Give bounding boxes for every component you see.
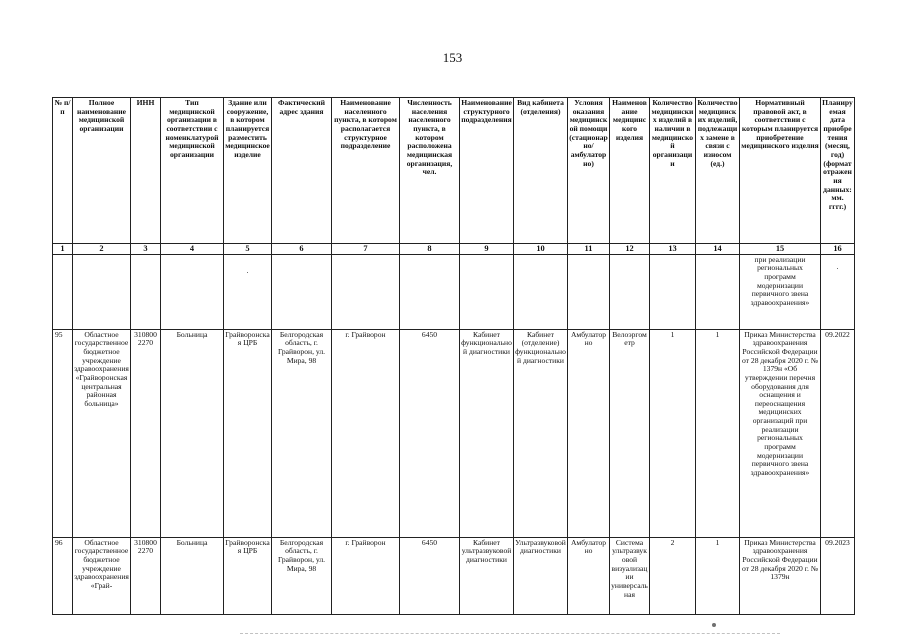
header-cell: Количество медицинских изделий в наличии в медицинской организации (650, 98, 696, 244)
inn-cell: 310800 2270 (131, 329, 161, 537)
population-cell: 6450 (400, 329, 460, 537)
column-number: 14 (696, 244, 740, 255)
qty-replace-cell: 1 (696, 329, 740, 537)
conditions-cell: Амбулаторно (568, 537, 610, 614)
header-cell: Вид кабинета (отделения) (514, 98, 568, 244)
column-number: 13 (650, 244, 696, 255)
org-name-cell: Областное государственное бюджетное учреждение здравоохранения «Грай- (73, 537, 131, 614)
legal-act-cell: Приказ Министерства здравоохранения Российской Федерации от 28 декабря 2020 г. № 1379н «Об утверждении перечня оборудования для оснащения и переоснащения медицинских организаций при реализации региональных программ модернизации первичного звена здравоохранения» (740, 329, 821, 537)
unit-cell: Кабинет ультразвуковой диагностики (460, 537, 514, 614)
unit-cell: Кабинет функциональной диагностики (460, 329, 514, 537)
header-cell: Здание или сооружение, в котором планируется разместить медицинское изделие (224, 98, 272, 244)
qty-have-cell: 2 (650, 537, 696, 614)
table-header-row (53, 98, 855, 244)
header-cell: Тип медицинской организации в соответствии с номенклатурой медицинской организации (161, 98, 224, 244)
population-cell: 6450 (400, 537, 460, 614)
column-number: 6 (272, 244, 332, 255)
header-cell: Количество медицинских изделий, подлежащих замене в связи с износом (ед.) (696, 98, 740, 244)
table-cell (73, 254, 131, 329)
row-number: 95 (53, 329, 73, 537)
table-cell (53, 254, 73, 329)
column-number: 1 (53, 244, 73, 255)
table-cell (161, 254, 224, 329)
column-number: 2 (73, 244, 131, 255)
column-number: 8 (400, 244, 460, 255)
table-row (53, 537, 855, 614)
column-number: 5 (224, 244, 272, 255)
table-cell: · (224, 254, 272, 329)
room-cell: Кабинет (отделение) функциональной диагностики (514, 329, 568, 537)
column-number-row (53, 244, 855, 255)
column-number: 11 (568, 244, 610, 255)
header-cell: Нормативный правовой акт, в соответствии с которым планируется приобретение медицинского изделия (740, 98, 821, 244)
address-cell: Белгородская область, г. Грайворон, ул. Мира, 98 (272, 329, 332, 537)
table-cell (131, 254, 161, 329)
header-cell: Наименование населенного пункта, в котором располагается структурное подразделение (332, 98, 400, 244)
header-cell: Полное наименование медицинской организации (73, 98, 131, 244)
building-cell: Грайворонская ЦРБ (224, 329, 272, 537)
table-cell: · (821, 254, 855, 329)
qty-have-cell: 1 (650, 329, 696, 537)
room-cell: Ультразвуковой диагностики (514, 537, 568, 614)
scan-artifact-dot (712, 623, 716, 627)
device-cell: Велоэргометр (610, 329, 650, 537)
locality-cell: г. Грайворон (332, 329, 400, 537)
table-cell: при реализации региональных программ модернизации первичного звена здравоохранения» (740, 254, 821, 329)
header-cell: Планируемая дата приобретения (месяц, год) (формат отражения данных: мм. гггг.) (821, 98, 855, 244)
column-number: 15 (740, 244, 821, 255)
scan-artifact-line (240, 633, 780, 636)
conditions-cell: Амбулаторно (568, 329, 610, 537)
header-cell: Наименование структурного подразделения (460, 98, 514, 244)
column-number: 9 (460, 244, 514, 255)
header-cell: Наименование медицинского изделия (610, 98, 650, 244)
org-type-cell: Больница (161, 329, 224, 537)
table-cell (460, 254, 514, 329)
table-cell (400, 254, 460, 329)
inn-cell: 310800 2270 (131, 537, 161, 614)
table-cell (332, 254, 400, 329)
page-number: 153 (442, 50, 463, 65)
org-type-cell: Больница (161, 537, 224, 614)
table-cell (272, 254, 332, 329)
legal-act-cell: Приказ Министерства здравоохранения Российской Федерации от 28 декабря 2020 г. № 1379н (740, 537, 821, 614)
address-cell: Белгородская область, г. Грайворон, ул. Мира, 98 (272, 537, 332, 614)
building-cell: Грайворонская ЦРБ (224, 537, 272, 614)
medical-equipment-table (52, 97, 855, 615)
table-cell (514, 254, 568, 329)
column-number: 7 (332, 244, 400, 255)
table-cell (696, 254, 740, 329)
column-number: 10 (514, 244, 568, 255)
table-row (53, 329, 855, 537)
device-cell: Система ультразвуковой визуализации универсальная (610, 537, 650, 614)
continuation-row (53, 254, 855, 329)
table-cell (650, 254, 696, 329)
table-cell (568, 254, 610, 329)
column-number: 4 (161, 244, 224, 255)
org-name-cell: Областное государственное бюджетное учреждение здравоохранения «Грайворонская центральная районная больница» (73, 329, 131, 537)
column-number: 12 (610, 244, 650, 255)
column-number: 16 (821, 244, 855, 255)
header-cell: Численность населения населенного пункта, в котором расположена медицинская организация, чел. (400, 98, 460, 244)
table-cell (610, 254, 650, 329)
locality-cell: г. Грайворон (332, 537, 400, 614)
row-number: 96 (53, 537, 73, 614)
header-cell: Фактический адрес здания (272, 98, 332, 244)
header-cell: № п/п (53, 98, 73, 244)
header-cell: Условия оказания медицинской помощи (стационарно/ амбулаторно) (568, 98, 610, 244)
qty-replace-cell: 1 (696, 537, 740, 614)
purchase-date-cell: 09.2022 (821, 329, 855, 537)
column-number: 3 (131, 244, 161, 255)
purchase-date-cell: 09.2023 (821, 537, 855, 614)
header-cell: ИНН (131, 98, 161, 244)
